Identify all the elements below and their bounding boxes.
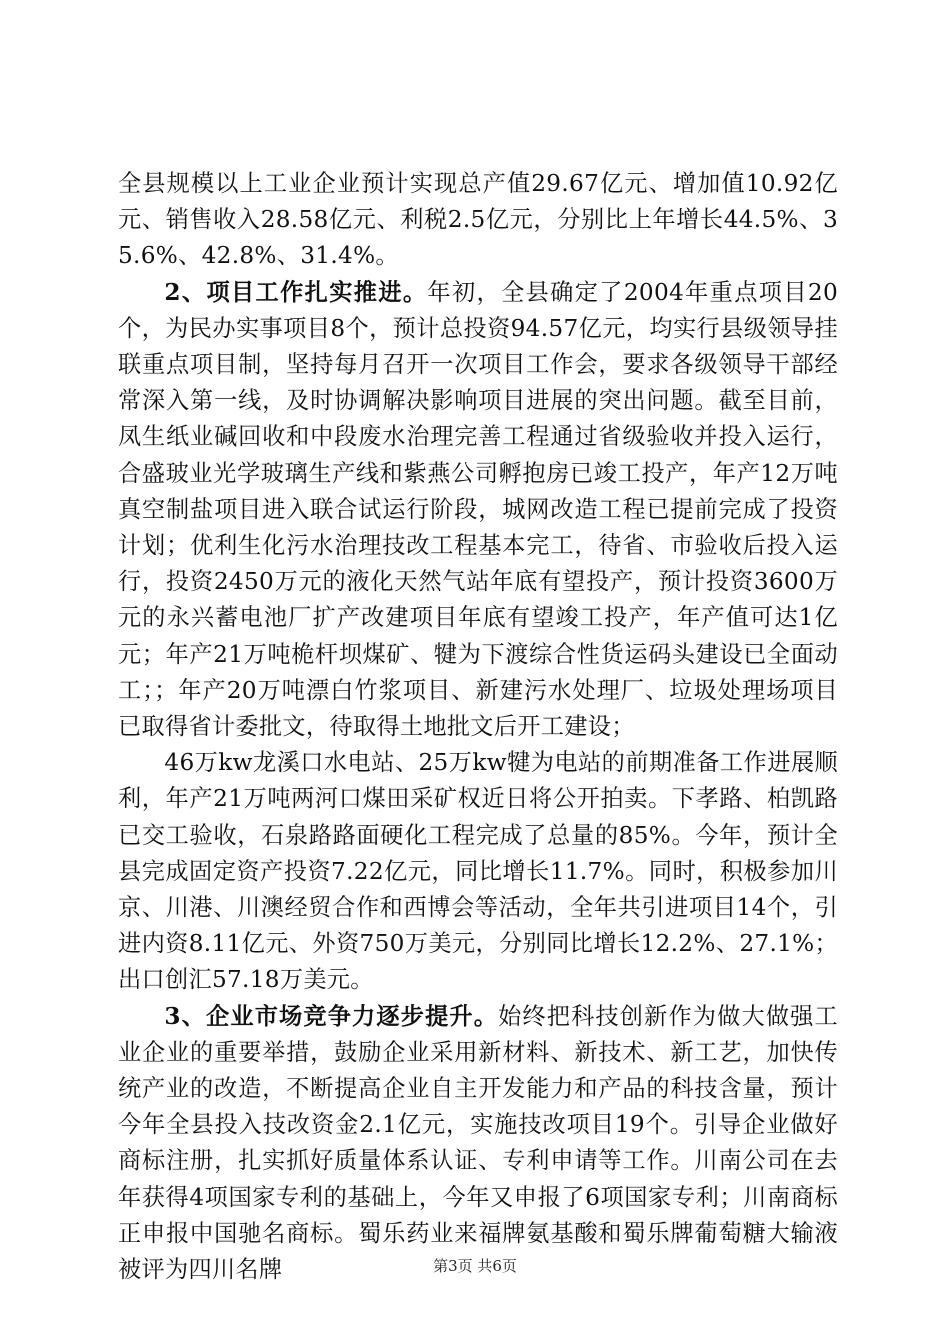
paragraph-heading: 2、项目工作扎实推进。 — [164, 278, 428, 306]
paragraph-text: 46万kw龙溪口水电站、25万kw犍为电站的前期准备工作进展顺利，年产21万吨两河口煤田采矿权近日将公开拍卖。下孝路、柏凯路已交工验收，石泉路路面硬化工程完成了总量的85%。今年，预计全县完成固定资产投资7.22亿元，同比增长11.7%。同时，积极参加川京、川港、川澳经贸合作和西博会等活动，全年共引进项目14个，引进内资8.11亿元、外资750万美元，分别同比增长12.2%、27.1%；出口创汇57.18万美元。 — [118, 749, 838, 994]
paragraph-production-summary — [118, 166, 838, 275]
paragraph-project-work — [118, 275, 838, 746]
paragraph-text: 全县规模以上工业企业预计实现总产值29.67亿元、增加值10.92亿元、销售收入28.58亿元、利税2.5亿元，分别比上年增长44.5%、35.6%、42.8%、31.4%。 — [118, 170, 838, 270]
document-body — [118, 166, 838, 1288]
paragraph-hydropower-investment — [118, 745, 838, 998]
paragraph-heading: 3、企业市场竞争力逐步提升。 — [164, 1002, 499, 1030]
paragraph-text: 年初，全县确定了2004年重点项目20个，为民办实事项目8个，预计总投资94.57亿元，均实行县级领导挂联重点项目制，坚持每月召开一次项目工作会，要求各级领导干部经常深入第一线，及时协调解决影响项目进展的突出问题。截至目前，凤生纸业碱回收和中段废水治理完善工程通过省级验收并投入运行，合盛玻业光学玻璃生产线和紫燕公司孵抱房已竣工投产，年产12万吨真空制盐项目进入联合试运行阶段，城网改造工程已提前完成了投资计划；优利生化污水治理技改工程基本完工，待省、市验收后投入运行，投资2450万元的液化天然气站年底有望投产，预计投资3600万元的永兴蓄电池厂扩产改建项目年底有望竣工投产，年产值可达1亿元；年产21万吨桅杆坝煤矿、犍为下渡综合性货运码头建设已全面动工；；年产20万吨漂白竹浆项目、新建污水处理厂、垃圾处理场项目已取得省计委批文，待取得土地批文后开工建设； — [118, 278, 838, 741]
paragraph-market-competitiveness — [118, 999, 838, 1289]
paragraph-text: 始终把科技创新作为做大做强工业企业的重要举措，鼓励企业采用新材料、新技术、新工艺，加快传统产业的改造，不断提高企业自主开发能力和产品的科技含量，预计今年全县投入技改资金2.1亿元，实施技改项目19个。引导企业做好商标注册，扎实抓好质量体系认证、专利申请等工作。川南公司在去年获得4项国家专利的基础上，今年又申报了6项国家专利；川南商标正申报中国驰名商标。蜀乐药业来福牌氨基酸和蜀乐牌葡萄糖大输液被评为四川名牌 — [118, 1002, 838, 1284]
page-number-footer: 第3页 共6页 — [433, 1257, 517, 1275]
